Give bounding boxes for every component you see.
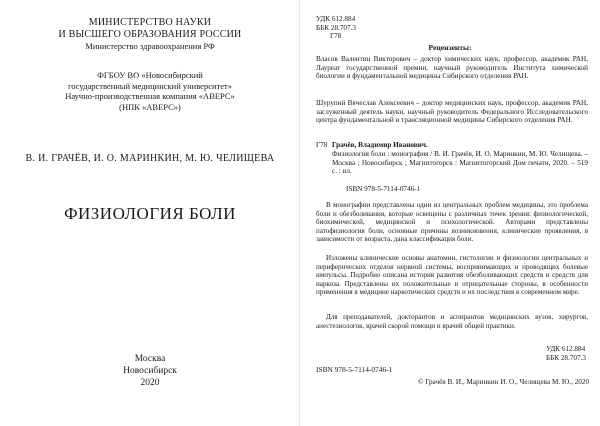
classification-codes-bottom xyxy=(546,345,586,362)
ministry-health: Министерство здравоохранения РФ xyxy=(85,41,215,51)
book-title: ФИЗИОЛОГИЯ БОЛИ xyxy=(64,204,236,223)
ministry-line: И ВЫСШЕГО ОБРАЗОВАНИЯ РОССИИ xyxy=(58,29,242,40)
org-line: Научно-производственная компания «АВЕРС» xyxy=(65,91,235,101)
udk-code: УДК 612.884 xyxy=(545,345,586,353)
organization-block xyxy=(0,70,300,112)
org-line: государственный медицинский университет» xyxy=(68,80,232,91)
reviewers-heading: Рецензенты: xyxy=(428,43,472,52)
classification-codes-top xyxy=(316,15,356,41)
biblio-author: Грачёв, Владимир Иванович. xyxy=(332,141,428,149)
reviewer-1: Власов Валентин Викторович – доктор химических наук, профессор, академик РАН, Лауреат государственной премии, научный руководитель Института химической биологии и фундаментальной медицины Сибирского отделения РАН. xyxy=(316,55,588,81)
bbk-code: ББК 28.707.3 xyxy=(316,23,357,32)
imprint-city: Москва xyxy=(134,354,166,364)
copyright-page xyxy=(300,0,600,426)
ministry-heading xyxy=(0,17,300,41)
author-mark: Г78 xyxy=(330,32,342,41)
copyright-notice: © Грачёв В. И., Маринкин И. О., Челищева М. Ю., 2020 xyxy=(418,378,590,386)
biblio-isbn: ISBN 978-5-7114-0746-1 xyxy=(346,185,421,193)
imprint xyxy=(0,353,300,389)
bbk-code: ББК 28.707.3 xyxy=(545,353,586,362)
udk-code: УДК 612.884 xyxy=(316,15,356,23)
authors: В. И. ГРАЧЁВ, И. О. МАРИНКИН, М. Ю. ЧЕЛИЩЕВА xyxy=(25,153,275,164)
imprint-city: Новосибирск xyxy=(123,366,177,376)
biblio-description: Физиология боли : монография / В. И. Грачёв, И. О. Маринкин, М. Ю. Челищева. – Москва ; Новосибирск ; Магнитогорск : Магнитогорский Дом печати, 2020. – 519 с. : ил. xyxy=(332,150,588,176)
ministry-line: МИНИСТЕРСТВО НАУКИ xyxy=(88,17,212,28)
biblio-code: Г78 xyxy=(316,141,328,149)
annotation-paragraph: Для преподавателей, докторантов и аспирантов медицинских вузов, хирургов, анестезиологов, врачей скорой помощи и врачей общей практики. xyxy=(316,313,588,330)
imprint-year: 2020 xyxy=(140,378,160,388)
annotation-paragraph: В монографии представлены одни из центральных проблем медицины, это проблема боли и обезболивания, которые освещены с различных точек зрения: физиологической, биохимической, медицинской и психологической. Авторами представлены патофизиология боли, основные причины возникновения, клинические проявления, в зависимости от возраста, дана классификация боли. xyxy=(316,201,588,244)
reviewer-2: Шурупий Вячеслав Алексеевич – доктор медицинских наук, профессор, академик РАН, заслуженный деятель науки, научный руководитель Федерального Исследовательского центра фундаментальной и трансляционной медицины Сибирского отделения РАН. xyxy=(316,99,588,125)
org-line: ФГБОУ ВО «Новосибирский xyxy=(97,70,203,80)
annotation-paragraph: Изложены клинические основы анатомии, гистологии и физиологии центральных и периферических отделов нервной системы, воспринимающих и проводящих болевые импульсы. Подробно описана история развития обезболивающих средств и средств для наркоза. Представлены их положительные и отрицательные стороны, в особенности применения в медицине наркотических средств и их последствия в современном мире. xyxy=(316,254,588,297)
isbn-bottom: ISBN 978-5-7114-0746-1 xyxy=(316,365,393,374)
org-line: (НПК «АВЕРС») xyxy=(119,101,181,112)
